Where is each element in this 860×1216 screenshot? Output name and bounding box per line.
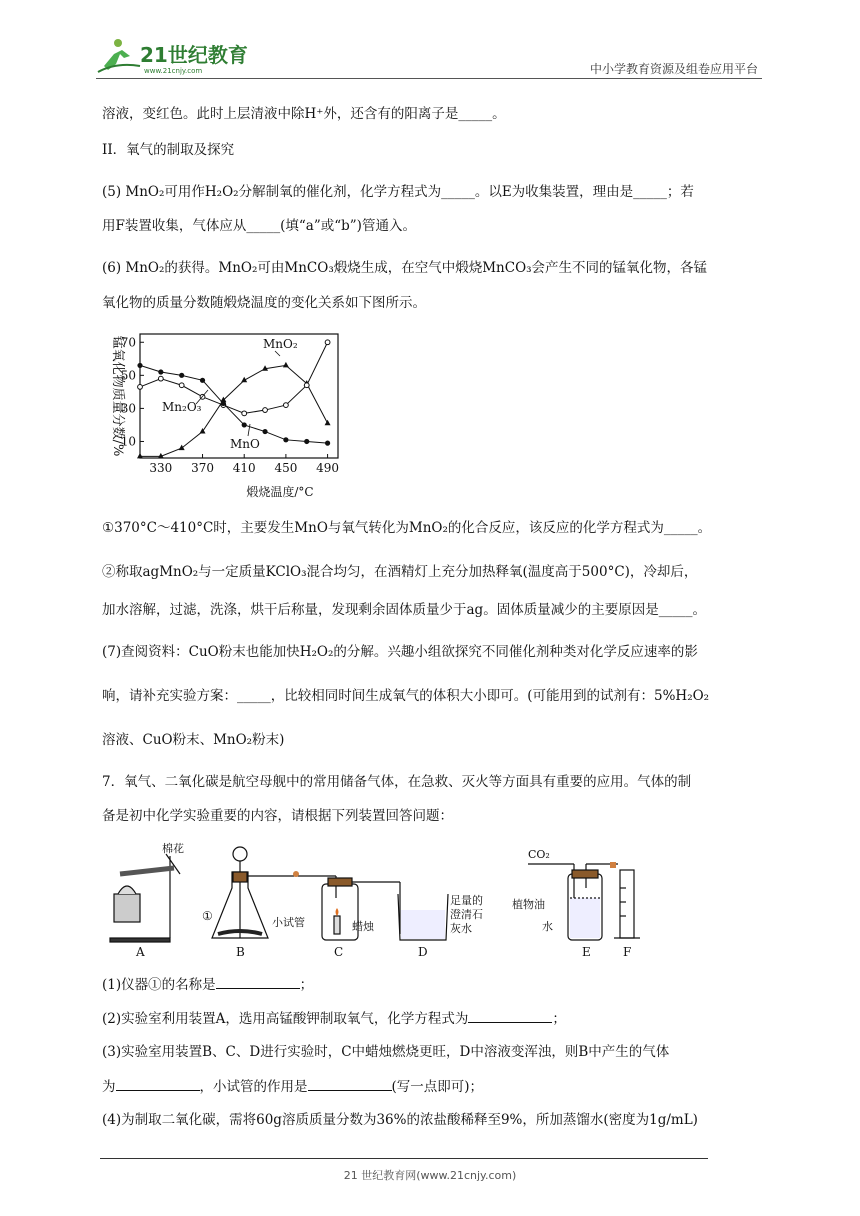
question-7-4: (4)为制取二氧化碳，需将60g溶质质量分数为36%的浓盐酸稀释至9%，所加蒸馏水(密度为1g/mL) xyxy=(102,1112,698,1128)
apparatus-f xyxy=(614,870,640,938)
question-7-3b xyxy=(102,1076,762,1097)
small-tube-label: 小试管 xyxy=(272,916,305,929)
text-line: 用F装置收集，气体应从_____(填“a”或“b”)管通入。 xyxy=(102,218,416,234)
label-d: D xyxy=(418,945,428,959)
label-e: E xyxy=(582,945,591,959)
q1-text: (1)仪器①的名称是 xyxy=(102,977,216,993)
question-7-1 xyxy=(102,974,762,995)
data-point xyxy=(137,453,143,459)
y-tick-label: 50 xyxy=(120,368,136,383)
text-line: 响，请补充实验方案：_____，比较相同时间生成氧气的体积大小即可。(可能用到的试剂有：5%H₂O₂ xyxy=(102,688,710,704)
y-tick-label: 10 xyxy=(120,434,136,449)
data-point xyxy=(242,422,247,427)
x-tick-label: 490 xyxy=(316,461,340,475)
candle-label: 蜡烛 xyxy=(352,920,374,933)
x-tick-label: 410 xyxy=(232,461,256,475)
label-c: C xyxy=(334,945,344,959)
data-point xyxy=(325,340,330,345)
question-7-2 xyxy=(102,1008,762,1029)
data-point xyxy=(179,383,184,388)
text-line: ①370°C～410°C时，主要发生MnO与氧气转化为MnO₂的化合反应，该反应的化学方程式为_____。 xyxy=(102,520,712,536)
oxide-chart xyxy=(100,326,350,502)
data-point xyxy=(304,439,309,444)
data-point xyxy=(283,362,289,368)
data-point xyxy=(158,376,163,381)
q3-blank-2 xyxy=(308,1076,392,1091)
veg-oil-label: 植物油 xyxy=(512,898,545,911)
page-footer: 21 世纪教育网(www.21cnjy.com) xyxy=(343,1169,517,1182)
cotton-label: 棉花 xyxy=(162,842,184,855)
apparatus-a xyxy=(110,854,180,942)
series-annotation: Mn₂O₃ xyxy=(162,400,202,414)
data-point xyxy=(138,385,143,390)
data-point xyxy=(242,411,247,416)
chart-svg xyxy=(100,326,350,502)
y-tick-label: 30 xyxy=(120,401,136,416)
question-7-stem: 7．氧气、二氧化碳是航空母舰中的常用储备气体，在急救、灭火等方面具有重要的应用。气体的制 xyxy=(102,774,692,790)
data-point xyxy=(179,373,184,378)
chart-ylabel: 锰氧化物质量分数/% xyxy=(110,335,125,457)
q1-end: ； xyxy=(299,977,314,993)
data-point xyxy=(200,378,205,383)
question-7-3: (3)实验室用装置B、C、D进行实验时，C中蜡烛燃烧更旺，D中溶液变浑浊，则B中产生的气体 xyxy=(102,1044,670,1060)
water-label: 水 xyxy=(542,920,553,933)
data-point xyxy=(262,429,267,434)
text-line: 加水溶解，过滤，洗涤，烘干后称量，发现剩余固体质量少于ag。固体质量减少的主要原因是_____。 xyxy=(102,602,706,618)
text-line: (5) MnO₂可用作H₂O₂分解制氧的催化剂，化学方程式为_____。以E为收集装置，理由是_____；若 xyxy=(102,184,694,200)
data-point xyxy=(325,420,331,426)
data-point xyxy=(158,369,163,374)
y-tick-label: 70 xyxy=(120,335,136,350)
text-line: ②称取agMnO₂与一定质量KClO₃混合均匀，在酒精灯上充分加热释氧(温度高于500°C)，冷却后， xyxy=(102,564,698,580)
section-heading: II．氧气的制取及探究 xyxy=(102,142,235,158)
series-annotation: MnO xyxy=(230,437,260,451)
x-tick-label: 450 xyxy=(274,461,298,475)
text-line: (6) MnO₂的获得。MnO₂可由MnCO₃煅烧生成，在空气中煅烧MnCO₃会产生不同的锰氧化物，各锰 xyxy=(102,260,708,276)
data-point xyxy=(137,363,142,368)
page-header xyxy=(96,30,762,80)
q3b-pre: 为 xyxy=(102,1079,116,1095)
data-point xyxy=(283,437,288,442)
data-point xyxy=(221,401,226,406)
text-line: 氧化物的质量分数随煅烧温度的变化关系如下图所示。 xyxy=(102,295,426,311)
data-point xyxy=(283,403,288,408)
label-f: F xyxy=(623,945,632,959)
text-line: 溶液、CuO粉末、MnO₂粉末) xyxy=(102,732,285,748)
series-annotation: MnO₂ xyxy=(263,337,298,351)
svg-text:21世纪教育: 21世纪教育 xyxy=(140,43,248,67)
label-b: B xyxy=(236,945,245,959)
label-a: A xyxy=(136,945,145,959)
header-rule xyxy=(96,78,762,79)
site-logo xyxy=(96,36,266,76)
chart-xlabel: 煅烧温度/°C xyxy=(246,485,314,499)
circle-1-label: ① xyxy=(202,909,213,923)
data-point xyxy=(263,408,268,413)
annotation-leader xyxy=(196,390,208,404)
q2-end: ； xyxy=(552,1011,566,1027)
x-tick-label: 330 xyxy=(149,461,173,475)
x-tick-label: 370 xyxy=(191,461,214,475)
svg-text:www.21cnjy.com: www.21cnjy.com xyxy=(144,67,203,75)
q2-blank xyxy=(468,1008,552,1023)
footer-rule xyxy=(100,1158,708,1159)
text-line: 备是初中化学实验重要的内容，请根据下列装置回答问题： xyxy=(102,808,453,824)
apparatus-figure xyxy=(100,838,660,960)
q3b-end: (写一点即可)； xyxy=(391,1079,484,1095)
text-line: (7)查阅资料：CuO粉末也能加快H₂O₂的分解。兴趣小组欲探究不同催化剂种类对化学反应速率的影 xyxy=(102,644,698,660)
runner-icon xyxy=(98,39,140,72)
text-line: 溶液，变红色。此时上层清液中除H⁺外，还含有的阳离子是_____。 xyxy=(102,106,506,122)
limewater-label-1: 足量的 xyxy=(450,894,483,907)
data-point xyxy=(179,445,185,451)
co2-label: CO₂ xyxy=(528,848,550,861)
data-point xyxy=(304,383,309,388)
q3-blank-1 xyxy=(116,1076,200,1091)
limewater-label-3: 灰水 xyxy=(450,922,472,935)
platform-title: 中小学教育资源及组卷应用平台 xyxy=(589,62,758,76)
annotation-leader xyxy=(275,351,280,356)
limewater-label-2: 澄清石 xyxy=(450,908,483,921)
data-point xyxy=(325,441,330,446)
q3b-mid: ，小试管的作用是 xyxy=(199,1079,308,1095)
q2-text: (2)实验室利用装置A，选用高锰酸钾制取氧气，化学方程式为 xyxy=(102,1011,469,1027)
apparatus-d xyxy=(398,894,448,940)
q1-blank xyxy=(216,974,300,989)
